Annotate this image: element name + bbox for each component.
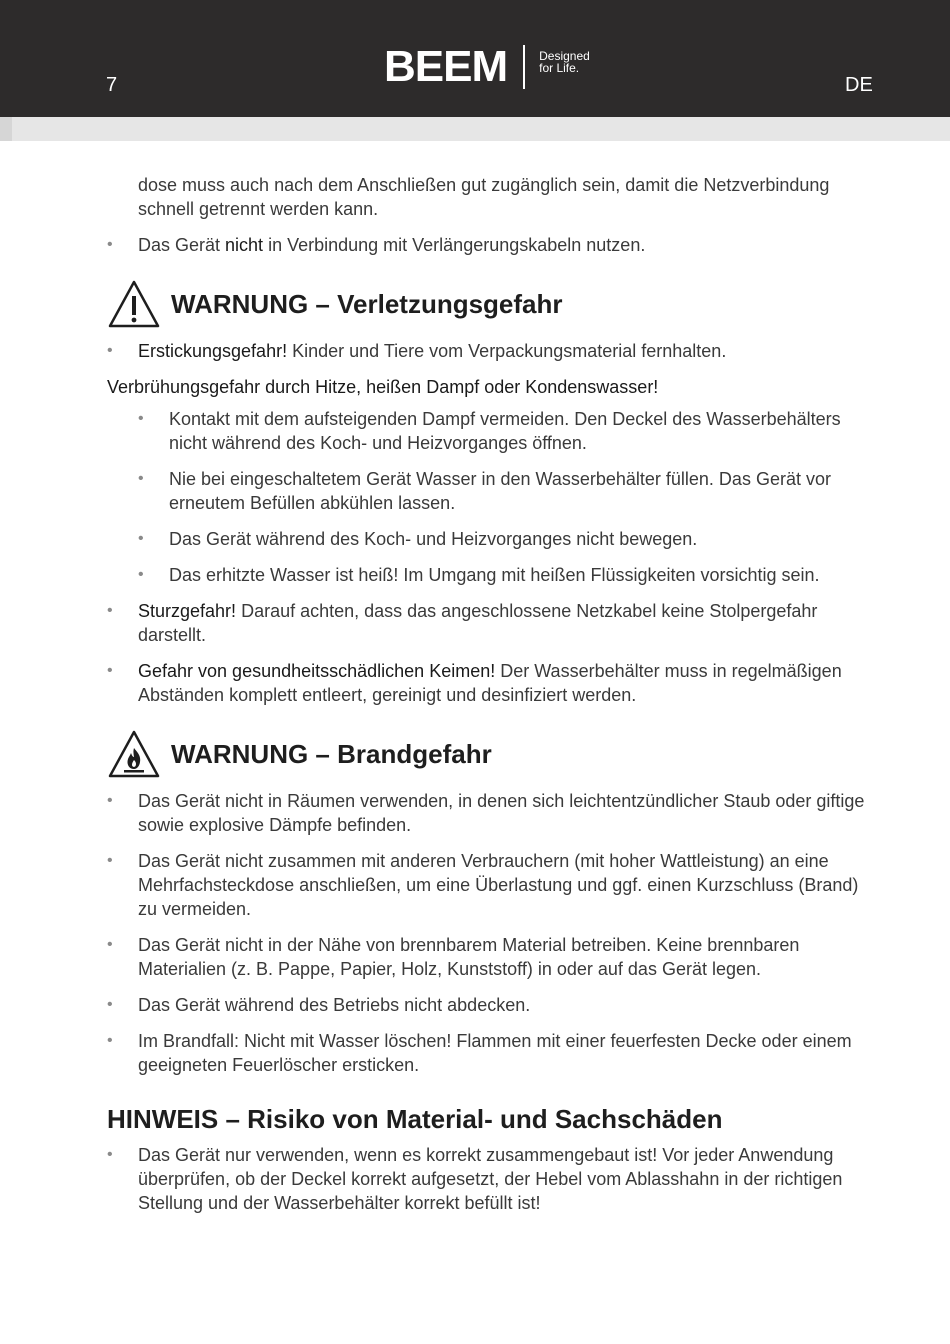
list-item <box>107 1143 877 1215</box>
page-number: 7 <box>106 74 118 96</box>
item-text: Das Gerät während des Betriebs nicht abdecken. <box>138 995 531 1015</box>
bullet: • <box>107 792 113 809</box>
bullet: • <box>107 662 113 679</box>
item-text: Kontakt mit dem aufsteigenden Dampf vermeiden. Den Deckel des Wasserbehälters nicht während des Koch- und Heizvorganges öffnen. <box>169 409 841 453</box>
language-code: DE <box>845 74 873 96</box>
flame-triangle-icon <box>107 729 161 779</box>
item-emphasis: Erstickungsgefahr! <box>138 341 288 361</box>
item-text: Darauf achten, dass das angeschlossene Netzkabel keine Stolpergefahr darstellt. <box>138 601 818 645</box>
item-emphasis: nicht <box>225 235 264 255</box>
warning-fire-heading <box>107 729 877 779</box>
tagline-line-2: for Life. <box>539 61 580 75</box>
list-item <box>107 339 877 363</box>
logo-divider <box>523 45 525 89</box>
item-text: Das Gerät nicht in der Nähe von brennbarem Material betreiben. Keine brennbaren Materialien (z. B. Pappe, Papier, Holz, Kunststoff) in oder auf das Gerät legen. <box>138 935 800 979</box>
brand-logo <box>384 44 590 90</box>
item-text: Der Wasserbehälter muss in regelmäßigen Abständen komplett entleert, gereinigt und desinfiziert werden. <box>138 661 842 705</box>
list-item <box>107 527 877 551</box>
bullet: • <box>107 852 113 869</box>
list-item <box>107 467 877 515</box>
brand-tagline <box>539 50 590 74</box>
item-text: Das erhitzte Wasser ist heiß! Im Umgang mit heißen Flüssigkeiten vorsichtig sein. <box>169 565 820 585</box>
bullet: • <box>138 566 144 583</box>
header-stripe-accent <box>0 117 12 141</box>
item-text: Im Brandfall: Nicht mit Wasser löschen! Flammen mit einer feuerfesten Decke oder einem geeigneten Feuerlöscher ersticken. <box>138 1031 852 1075</box>
bullet: • <box>107 236 113 253</box>
item-text: Das Gerät nicht zusammen mit anderen Verbrauchern (mit hoher Wattleistung) an eine Mehrfachsteckdose anschließen, um eine Überlastung und ggf. einen Kurzschluss (Brand) zu vermeiden. <box>138 851 859 919</box>
list-item <box>107 407 877 455</box>
item-emphasis: Gefahr von gesundheitsschädlichen Keimen! <box>138 661 496 681</box>
warning-injury-heading <box>107 279 877 329</box>
bullet: • <box>138 410 144 427</box>
list-item <box>107 933 877 981</box>
continued-paragraph: dose muss auch nach dem Anschließen gut zugänglich sein, damit die Netzverbindung schnell getrennt werden kann. <box>138 175 830 219</box>
scald-heading: Verbrühungsgefahr durch Hitze, heißen Dampf oder Kondenswasser! <box>107 377 659 397</box>
page-content <box>107 173 877 1227</box>
bullet: • <box>107 1146 113 1163</box>
notice-heading: HINWEIS – Risiko von Material- und Sachschäden <box>107 1104 723 1134</box>
bullet: • <box>107 602 113 619</box>
header-bar <box>0 0 950 117</box>
item-text: in Verbindung mit Verlängerungskabeln nutzen. <box>263 235 646 255</box>
list-item <box>107 659 877 707</box>
item-text: Nie bei eingeschaltetem Gerät Wasser in den Wasserbehälter füllen. Das Gerät vor erneutem Befüllen abkühlen lassen. <box>169 469 831 513</box>
warning-title: WARNUNG – Brandgefahr <box>171 739 492 769</box>
list-item <box>107 233 877 257</box>
list-item <box>107 599 877 647</box>
exclamation-triangle-icon <box>107 279 161 329</box>
bullet: • <box>107 1032 113 1049</box>
item-text: Das Gerät während des Koch- und Heizvorganges nicht bewegen. <box>169 529 698 549</box>
warning-title: WARNUNG – Verletzungsgefahr <box>171 289 563 319</box>
bullet: • <box>107 996 113 1013</box>
list-item <box>107 1029 877 1077</box>
header-stripe <box>0 117 950 141</box>
item-text: Das Gerät nur verwenden, wenn es korrekt zusammengebaut ist! Vor jeder Anwendung überprüfen, ob der Deckel korrekt aufgesetzt, der Hebel vom Ablasshahn in der richtigen Stellung und der Wasserbehälter korrekt befüllt ist! <box>138 1145 843 1213</box>
list-item <box>107 993 877 1017</box>
item-text: Das Gerät nicht in Räumen verwenden, in denen sich leichtentzündlicher Staub oder giftige sowie explosive Dämpfe befinden. <box>138 791 865 835</box>
item-text: Kinder und Tiere vom Verpackungsmaterial fernhalten. <box>287 341 727 361</box>
item-text: Das Gerät <box>138 235 226 255</box>
bullet: • <box>138 530 144 547</box>
bullet: • <box>107 342 113 359</box>
bullet: • <box>138 470 144 487</box>
list-item <box>107 789 877 837</box>
list-item <box>107 849 877 921</box>
bullet: • <box>107 936 113 953</box>
tagline-line-1: Designed <box>539 49 590 63</box>
item-emphasis: Sturzgefahr! <box>138 601 237 621</box>
list-item <box>107 563 877 587</box>
brand-name: BEEM <box>384 42 508 91</box>
